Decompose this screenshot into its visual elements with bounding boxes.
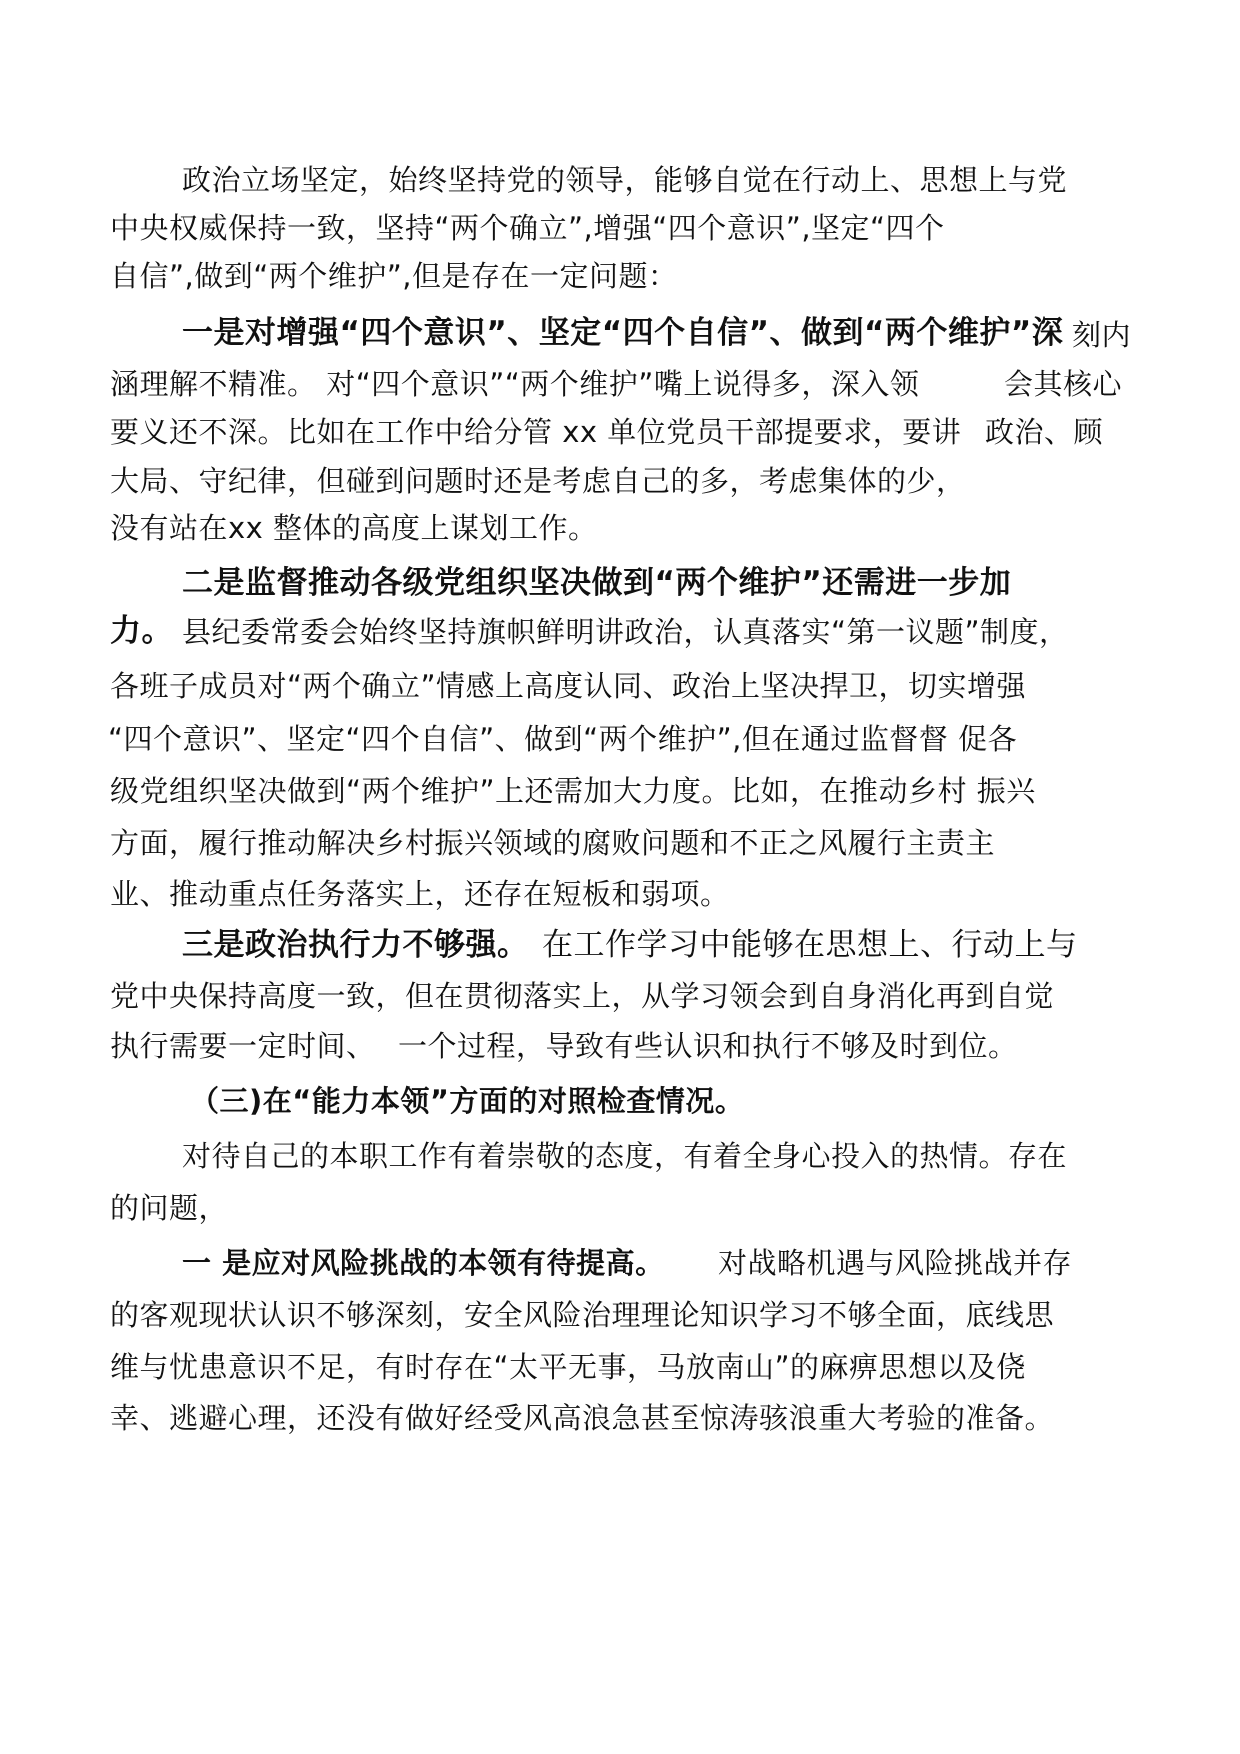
text-line: 县纪委常委会始终坚持旗帜鲜明讲政治，认真落实“第一议题”制度， <box>182 615 1069 649</box>
text-line: “四个意识”、坚定“四个自信”、做到“两个维护”,但在通过监督督 促各 <box>108 722 1018 756</box>
issue-heading: 力。 <box>110 613 173 649</box>
section-heading: （三)在“能力本领”方面的对照检查情况。 <box>190 1084 745 1118</box>
text-line: 在工作学习中能够在思想上、行动上与 <box>542 927 1078 963</box>
text-line: 政治立场坚定，始终坚持党的领导，能够自觉在行动上、思想上与党 <box>182 163 1068 197</box>
text-line: 会其核心 <box>1004 367 1123 401</box>
text-line: 中央权威保持一致，坚持“两个确立”,增强“四个意识”,坚定“四个 <box>110 211 945 245</box>
text-line: 对待自己的本职工作有着崇敬的态度，有着全身心投入的热情。存在 <box>182 1139 1068 1173</box>
text-line: 对战略机遇与风险挑战并存 <box>718 1246 1073 1280</box>
text-line: 各班子成员对“两个确立”情感上高度认同、政治上坚决捍卫，切实增强 <box>110 669 1027 703</box>
text-line: 执行需要一定时间、 <box>110 1029 376 1063</box>
text-line: 维与忧患意识不足，有时存在“太平无事，马放南山”的麻痹思想以及侥 <box>110 1350 1027 1384</box>
text-line: 刻内 <box>1072 318 1132 352</box>
issue-heading: 二是监督推动各级党组织坚决做到“两个维护”还需进一步加 <box>182 565 1012 601</box>
issue-heading: 一是对增强“四个意识”、坚定“四个自信”、做到“两个维护”深 <box>182 315 1064 351</box>
issue-heading: 三是政治执行力不够强。 <box>182 927 529 963</box>
issue-heading: 一 是应对风险挑战的本领有待提高。 <box>182 1246 665 1280</box>
text-line: 方面，履行推动解决乡村振兴领域的腐败问题和不正之风履行主责主 <box>110 826 996 860</box>
text-line: 的问题， <box>110 1191 229 1225</box>
text-line: 涵理解不精准。 对“四个意识”“两个维护”嘴上说得多，深入领 <box>110 367 920 401</box>
text-line: 级党组织坚决做到“两个维护”上还需加大力度。比如，在推动乡村 振兴 <box>110 774 1036 808</box>
text-line: 党中央保持高度一致，但在贯彻落实上，从学习领会到自身消化再到自觉 <box>110 979 1055 1013</box>
text-line: 幸、逃避心理，还没有做好经受风高浪急甚至惊涛骇浪重大考验的准备。 <box>110 1401 1055 1435</box>
text-line: 自信”,做到“两个维护”,但是存在一定问题： <box>110 259 678 293</box>
text-line: 业、推动重点任务落实上，还存在短板和弱项。 <box>110 877 730 911</box>
text-line: 要义还不深。比如在工作中给分管 xx 单位党员干部提要求，要讲 <box>110 415 962 449</box>
text-line: 一个过程，导致有些认识和执行不够及时到位。 <box>398 1029 1018 1063</box>
text-line: 政治、顾 <box>985 415 1104 449</box>
text-line: 大局、守纪律，但碰到问题时还是考虑自己的多，考虑集体的少， <box>110 464 966 498</box>
text-line: 的客观现状认识不够深刻，安全风险治理理论知识学习不够全面，底线思 <box>110 1298 1055 1332</box>
text-line: 没有站在xx 整体的高度上谋划工作。 <box>110 511 598 545</box>
